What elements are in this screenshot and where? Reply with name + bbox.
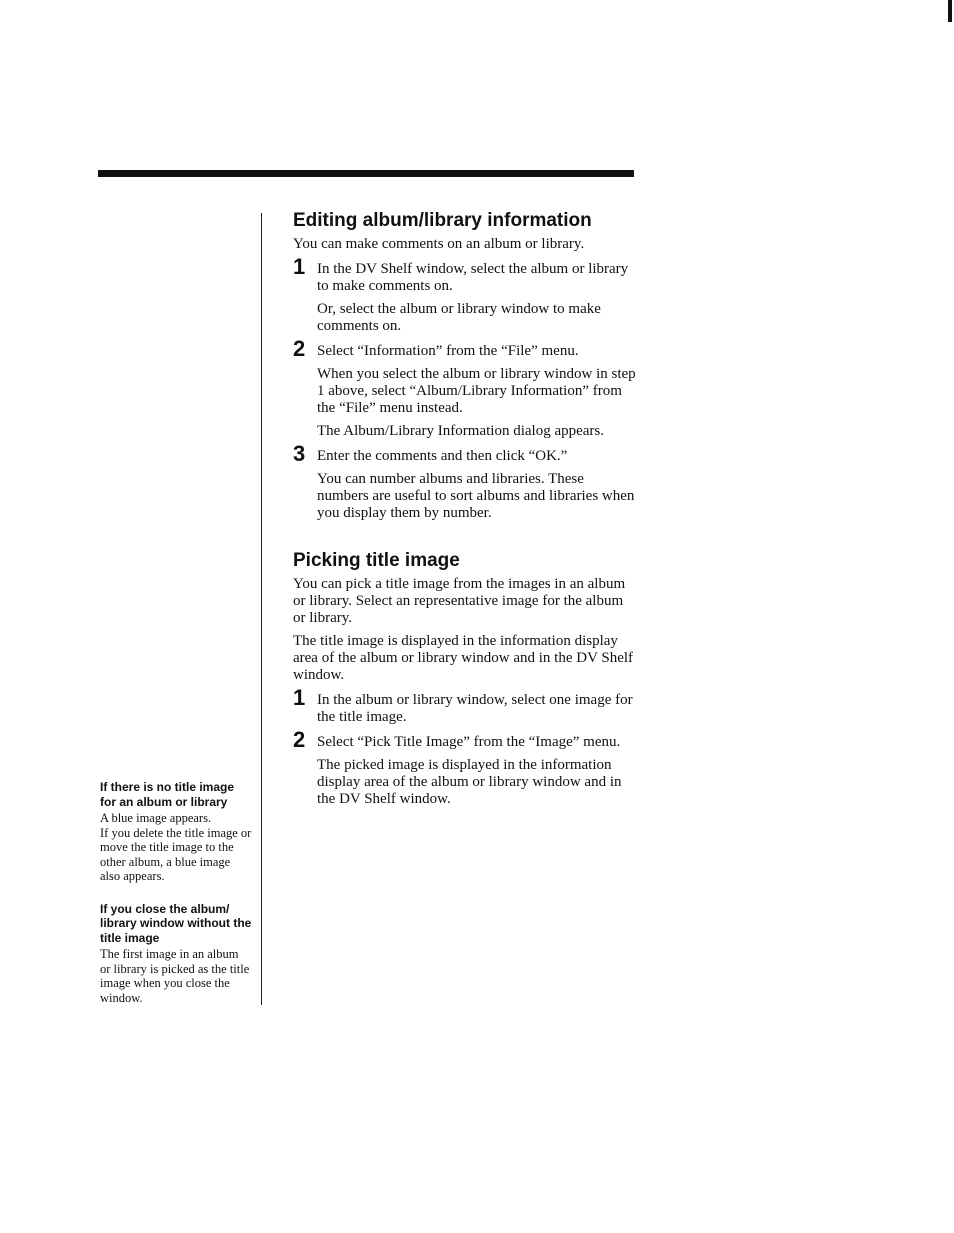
section-intro: You can make comments on an album or library. (293, 236, 585, 252)
side-note-close-window (100, 902, 252, 1006)
step-text: Select “Pick Title Image” from the “Image” menu. (317, 734, 621, 750)
step-note: When you select the album or library window in step 1 above, select “Album/Library Information” from the “File” menu instead. (317, 366, 636, 416)
step-note: The Album/Library Information dialog appears. (317, 423, 604, 439)
step-number: 1 (293, 685, 306, 710)
step-item (293, 254, 638, 335)
section-editing-information (293, 208, 638, 522)
step-item (293, 336, 638, 440)
section-heading: Picking title image (293, 550, 460, 571)
section-heading: Editing album/library information (293, 210, 592, 231)
step-note: You can number albums and libraries. These numbers are useful to sort albums and libraries when you display them by number. (317, 471, 635, 521)
side-note-paragraph: If you delete the title image or move the title image to the other album, a blue image also appears. (100, 825, 252, 883)
main-content (293, 208, 638, 814)
step-text: Enter the comments and then click “OK.” (317, 448, 568, 464)
side-note-body (100, 947, 252, 1005)
step-item (293, 727, 638, 808)
section-intro: The title image is displayed in the information display area of the album or library window and in the DV Shelf window. (293, 633, 634, 683)
side-note-paragraph: The first image in an album or library is picked as the title image when you close the window. (100, 947, 250, 1005)
step-text: In the DV Shelf window, select the album or library to make comments on. (317, 261, 629, 294)
step-text: Select “Information” from the “File” menu. (317, 343, 579, 359)
side-note-title: If there is no title image for an album or library (100, 780, 235, 809)
side-note-no-title-image (100, 780, 252, 884)
step-text: In the album or library window, select one image for the title image. (317, 692, 633, 725)
section-intro: You can pick a title image from the images in an album or library. Select an representative image for the album or library. (293, 576, 626, 626)
side-note-paragraph: A blue image appears. (100, 811, 212, 825)
sidebar (100, 780, 252, 1023)
column-divider (261, 213, 262, 1005)
step-number: 2 (293, 336, 306, 361)
step-number: 2 (293, 727, 306, 752)
side-note-body (100, 811, 252, 884)
step-number: 1 (293, 254, 306, 279)
step-note: Or, select the album or library window to make comments on. (317, 301, 601, 334)
step-number: 3 (293, 441, 306, 466)
step-note: The picked image is displayed in the information display area of the album or library window and in the DV Shelf window. (317, 757, 622, 807)
page-edge-mark (948, 0, 952, 22)
side-note-title: If you close the album/ library window without the title image (100, 901, 252, 945)
step-item (293, 441, 638, 522)
top-rule (98, 170, 634, 177)
step-item (293, 685, 638, 726)
section-picking-title-image (293, 548, 638, 808)
